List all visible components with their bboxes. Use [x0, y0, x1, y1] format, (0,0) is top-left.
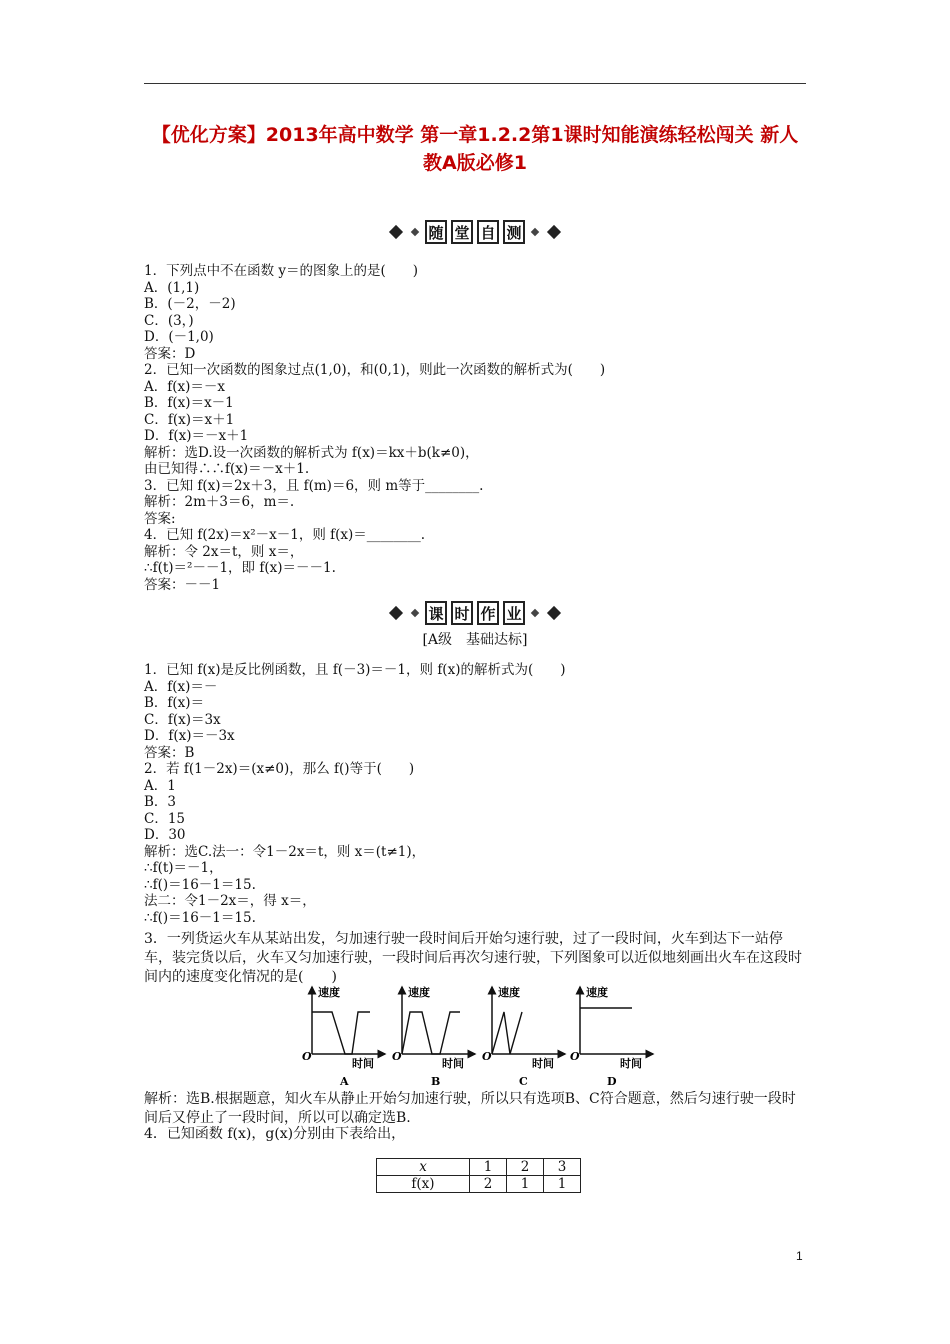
text-line: 4．已知 f(2x)＝x²－x－1，则 f(x)＝________. [144, 527, 426, 543]
graph-b [392, 985, 475, 1088]
text-line: 答案: [144, 510, 176, 527]
x-axis-label: 时间 [352, 1057, 374, 1070]
graph-label: B [431, 1075, 441, 1088]
text-line: 1．下列点中不在函数 y＝的图象上的是( ) [144, 263, 419, 279]
text-line: C．15 [144, 810, 186, 827]
text-line: 2．已知一次函数的图象过点(1,0)，和(0,1)，则此一次函数的解析式为( ) [144, 362, 606, 378]
banner-ke-shi-zuo-ye [340, 599, 610, 627]
y-axis-label: 速度 [498, 986, 520, 999]
text-line: ∴f()＝16－1＝15. [144, 909, 256, 926]
text-line: ∴f(t)＝－1， [144, 860, 223, 876]
origin-label: O [302, 1050, 312, 1063]
y-axis-label: 速度 [408, 986, 430, 999]
text-line: A．1 [144, 777, 176, 794]
question-4-text: 4．已知函数 f(x)，g(x)分别由下表给出， [144, 1126, 406, 1142]
x-axis-label: 时间 [532, 1057, 554, 1070]
table-row [377, 1159, 581, 1176]
banner-char: 随 [425, 220, 447, 244]
text-line: A．f(x)＝－x [144, 378, 226, 395]
banner-char: 作 [477, 601, 499, 625]
text-line: B．3 [144, 794, 177, 810]
banner-sui-tang-zi-ce [340, 218, 610, 246]
diamond-icon [547, 606, 561, 620]
diamond-icon [389, 225, 403, 239]
graph-d [570, 985, 653, 1088]
banner-char: 测 [503, 220, 525, 244]
table-cell: 1 [470, 1159, 507, 1176]
y-axis-label: 速度 [318, 986, 340, 999]
text-line: A．(1,1) [144, 279, 200, 296]
diamond-icon [411, 609, 419, 617]
text-line: 解析：选C.法一：令1－2x＝t，则 x＝(t≠1)， [144, 843, 426, 860]
page-title: 【优化方案】2013年高中数学 第一章1.2.2第1课时知能演练轻松闯关 新人教A版必修1 [151, 124, 799, 174]
origin-label: O [570, 1050, 580, 1063]
level-label: [A级 基础达标] [422, 632, 528, 648]
banner-char: 业 [503, 601, 525, 625]
table-cell: 2 [470, 1176, 507, 1193]
section-homework [144, 662, 808, 926]
question-3-text: 3．一列货运火车从某站出发，匀加速行驶一段时间后开始匀速行驶，过了一段时间，火车到达下一站停车，装完货以后，火车又匀加速行驶，一段时间后再次匀速行驶，下列图象可以近似地刻画出火车在这段时间内的速度变化情况的是( ) [144, 931, 802, 985]
table-cell: 1 [507, 1176, 544, 1193]
graph-label: C [519, 1075, 528, 1088]
x-axis-label: 时间 [442, 1057, 464, 1070]
diamond-icon [531, 228, 539, 236]
origin-label: O [392, 1050, 402, 1063]
table-cell: x [377, 1159, 470, 1176]
graph-label: A [340, 1075, 349, 1088]
text-line: D．30 [144, 827, 186, 843]
diamond-icon [389, 606, 403, 620]
table-cell: 1 [544, 1176, 581, 1193]
text-line: 答案：－－1 [144, 576, 221, 593]
banner-char: 课 [425, 601, 447, 625]
graph-c [482, 985, 565, 1088]
text-line: A．f(x)＝－ [144, 678, 218, 695]
diamond-icon [411, 228, 419, 236]
graph-label: D [607, 1075, 617, 1088]
origin-label: O [482, 1050, 492, 1063]
diamond-icon [547, 225, 561, 239]
text-line: 1．已知 f(x)是反比例函数，且 f(－3)＝－1，则 f(x)的解析式为( ) [144, 662, 566, 678]
text-line: C．(3，) [144, 312, 194, 329]
diamond-icon [531, 609, 539, 617]
table-cell: 2 [507, 1159, 544, 1176]
section-self-test [144, 263, 808, 593]
text-line: C．f(x)＝x＋1 [144, 411, 235, 428]
header-rule [144, 83, 806, 84]
text-line: 解析：2m＋3＝6，m＝. [144, 494, 295, 510]
banner-char: 自 [477, 220, 499, 244]
text-line: 答案：B [144, 744, 195, 761]
text-line: ∴f()＝16－1＝15. [144, 876, 256, 893]
text-line: ∴f(t)＝²－－1，即 f(x)＝－－1. [144, 560, 336, 576]
text-line: D．(－1,0) [144, 329, 214, 345]
text-line: 法二：令1－2x＝，得 x＝， [144, 893, 316, 909]
text-line: 2．若 f(1－2x)＝(x≠0)，那么 f()等于( ) [144, 761, 415, 777]
graph-a [302, 985, 385, 1088]
question-3-solution: 解析：选B.根据题意，知火车从静止开始匀加速行驶，所以只有选项B、C符合题意，然后匀速行驶一段时间后又停止了一段时间，所以可以确定选B. [144, 1091, 796, 1126]
text-line: 由已知得∴∴f(x)＝－x＋1. [144, 461, 310, 477]
table-cell: 3 [544, 1159, 581, 1176]
text-line: 解析：选D.设一次函数的解析式为 f(x)＝kx＋b(k≠0)， [144, 444, 479, 461]
page-number: 1 [796, 1249, 803, 1263]
text-line: B．f(x)＝ [144, 695, 205, 711]
text-line: D．f(x)＝－3x [144, 728, 235, 744]
text-line: B．(－2，－2) [144, 296, 236, 312]
y-axis-label: 速度 [586, 986, 608, 999]
table-row [377, 1176, 581, 1193]
text-line: 答案：D [144, 345, 196, 362]
text-line: 3．已知 f(x)＝2x＋3，且 f(m)＝6，则 m等于________. [144, 477, 484, 494]
text-line: D．f(x)＝－x＋1 [144, 428, 249, 444]
banner-char: 时 [451, 601, 473, 625]
text-line: 解析：令 2x＝t，则 x＝， [144, 543, 304, 560]
text-line: B．f(x)＝x－1 [144, 395, 234, 411]
text-line: C．f(x)＝3x [144, 711, 221, 728]
x-axis-label: 时间 [620, 1057, 642, 1070]
table-cell: f(x) [377, 1176, 470, 1193]
banner-char: 堂 [451, 220, 473, 244]
speed-time-graphs [290, 982, 660, 1092]
function-table [376, 1158, 581, 1193]
